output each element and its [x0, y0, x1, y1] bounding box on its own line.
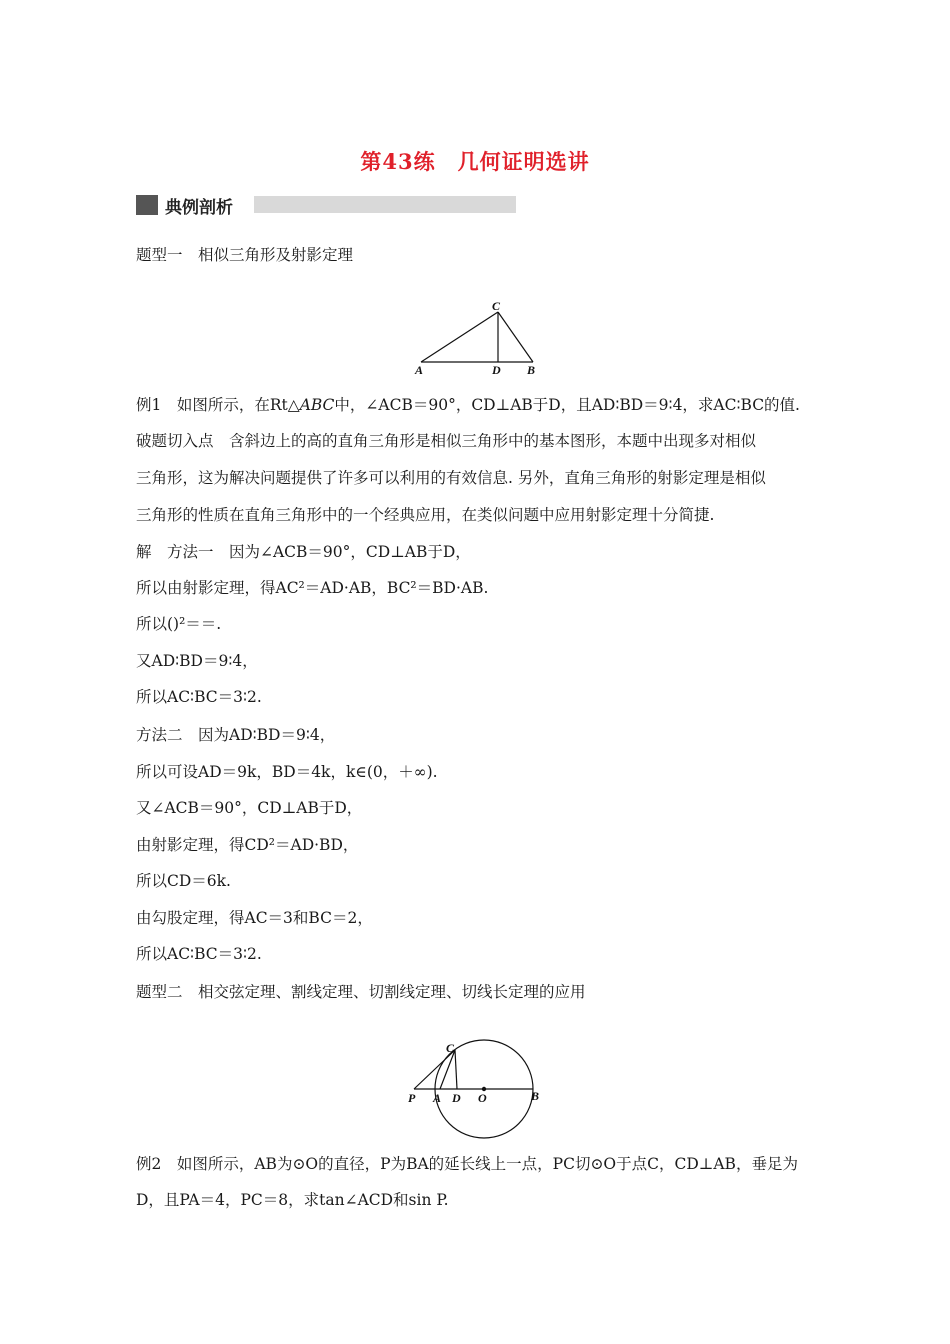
section-rule — [254, 196, 516, 213]
example1-problem: 例1 如图所示，在Rt△ABC中，∠ACB＝90°，CD⊥AB于D，且AD∶BD＝9∶4，求AC∶BC的值. — [136, 396, 800, 414]
fig2-label-a: A — [433, 1091, 442, 1105]
type2-heading: 题型二 相交弦定理、割线定理、切割线定理、切线长定理的应用 — [136, 983, 586, 1001]
solution-line: 所以由射影定理，得AC²＝AD·AB，BC²＝BD·AB. — [136, 579, 489, 597]
solution-line: 又AD∶BD＝9∶4， — [136, 652, 258, 670]
figure-right-triangle — [405, 298, 550, 378]
solution-line: 又∠ACB＝90°，CD⊥AB于D， — [136, 799, 363, 817]
solution-line: 所以()²＝＝. — [136, 615, 222, 633]
fig1-label-b: B — [527, 363, 536, 377]
solution-line: 方法二 因为AD∶BD＝9∶4， — [136, 726, 336, 744]
example1-hint-line1: 破题切入点 含斜边上的高的直角三角形是相似三角形中的基本图形，本题中出现多对相似 — [136, 432, 757, 450]
example2-line2: D，且PA＝4，PC＝8，求tan∠ACD和sin P. — [136, 1191, 449, 1209]
solution-line: 所以可设AD＝9k，BD＝4k，k∈(0，＋∞). — [136, 763, 438, 781]
solution-line: 由射影定理，得CD²＝AD·BD， — [136, 836, 359, 854]
section-label: 典例剖析 — [165, 197, 233, 218]
example1-hint-line3: 三角形的性质在直角三角形中的一个经典应用，在类似问题中应用射影定理十分简捷. — [136, 506, 715, 524]
example2-line1: 例2 如图所示，AB为⊙O的直径，P为BA的延长线上一点，PC切⊙O于点C，CD⊥AB，垂足为 — [136, 1155, 798, 1173]
fig1-label-c: C — [492, 299, 501, 313]
fig1-label-a: A — [415, 363, 424, 377]
fig2-label-p: P — [408, 1091, 416, 1105]
figure-circle-tangent — [400, 1036, 550, 1141]
fig2-label-o: O — [478, 1091, 487, 1105]
fig2-label-d: D — [452, 1091, 461, 1105]
fig2-label-c: C — [446, 1041, 455, 1055]
page-title: 第43练 几何证明选讲 — [360, 149, 590, 174]
solution-line: 所以CD＝6k. — [136, 872, 231, 890]
solution-line: 所以AC∶BC＝3∶2. — [136, 688, 262, 706]
solution-line: 由勾股定理，得AC＝3和BC＝2， — [136, 909, 373, 927]
solution-line: 所以AC∶BC＝3∶2. — [136, 945, 262, 963]
example1-hint-line2: 三角形，这为解决问题提供了许多可以利用的有效信息. 另外，直角三角形的射影定理是相似 — [136, 469, 766, 487]
fig1-label-d: D — [492, 363, 501, 377]
solution-line: 解 方法一 因为∠ACB＝90°，CD⊥AB于D， — [136, 543, 471, 561]
section-marker-block — [136, 195, 158, 215]
section-header — [136, 194, 233, 216]
fig2-label-b: B — [531, 1089, 540, 1103]
type1-heading: 题型一 相似三角形及射影定理 — [136, 246, 354, 264]
